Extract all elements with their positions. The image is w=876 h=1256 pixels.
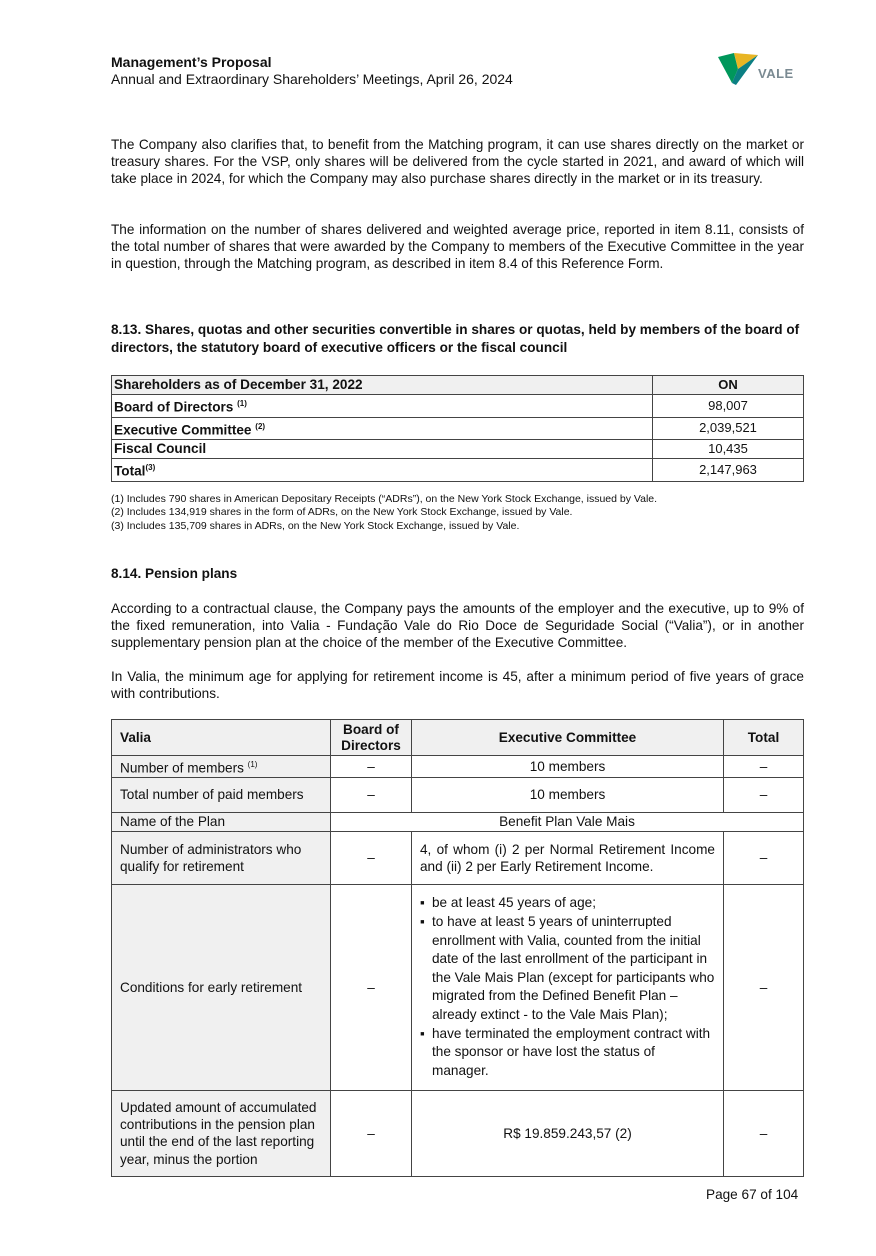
cell-board: – xyxy=(331,831,412,884)
shareholding-table xyxy=(111,375,804,482)
paragraph-shares-delivered: The information on the number of shares delivered and weighted average price, reported in item 8.11, consists of the total number of shares that were awarded by the Company to members of the Executive Committee in the year in question, through the Matching program, as described in item 8.4 of this Reference Form. xyxy=(111,222,804,272)
column-header: ON xyxy=(653,376,804,395)
row-value: 2,147,963 xyxy=(653,459,804,482)
list-item: ▪ to have at least 5 years of uninterrupted enrollment with Valia, counted from the initial date of the last enrollment of the participant in the Vale Mais Plan (except for participants who migrated from the Defined Benefit Plan – already extinct - to the Vale Mais Plan); xyxy=(432,913,715,1025)
table-row xyxy=(112,812,804,831)
footnote: (3) Includes 135,709 shares in ADRs, on the New York Stock Exchange, issued by Vale. xyxy=(111,519,520,532)
row-value: 98,007 xyxy=(653,395,804,418)
table-row xyxy=(112,756,804,778)
column-header: Executive Committee xyxy=(412,720,724,756)
table-row xyxy=(112,459,804,482)
table-row xyxy=(112,395,804,418)
section-heading-8-13: 8.13. Shares, quotas and other securities convertible in shares or quotas, held by members of the board of directors, the statutory board of executive officers or the fiscal council xyxy=(111,322,800,355)
table-row xyxy=(112,440,804,459)
cell-executive: R$ 19.859.243,57 (2) xyxy=(412,1090,724,1176)
cell-board: – xyxy=(331,1090,412,1176)
cell-executive: 4, of whom (i) 2 per Normal Retirement Income and (ii) 2 per Early Retirement Income. xyxy=(412,831,724,884)
table-row xyxy=(112,777,804,812)
row-label: Number of members $^{(1)}$ xyxy=(112,756,331,778)
table-header-row xyxy=(112,720,804,756)
vale-logo-mark xyxy=(718,53,758,87)
cell-board: – xyxy=(331,777,412,812)
pension-plan-table xyxy=(111,719,804,1177)
cell-executive xyxy=(412,884,724,1090)
cell-executive: 10 members xyxy=(412,756,724,778)
cell-board: – xyxy=(331,884,412,1090)
vale-logo xyxy=(718,53,798,87)
page-number: Page 67 of 104 xyxy=(706,1187,799,1202)
row-label: Board of Directors $^{(1)}$ xyxy=(112,395,653,418)
list-item: ▪ be at least 45 years of age; xyxy=(432,894,715,913)
table-row xyxy=(112,831,804,884)
row-label: Conditions for early retirement xyxy=(112,884,331,1090)
cell-total: – xyxy=(724,831,804,884)
row-label: Updated amount of accumulated contributions in the pension plan until the end of the last reporting year, minus the portion xyxy=(112,1090,331,1176)
table-row xyxy=(112,1090,804,1176)
footnote: (2) Includes 134,919 shares in the form of ADRs, on the New York Stock Exchange, issued by Vale. xyxy=(111,506,573,519)
cell-executive: 10 members xyxy=(412,777,724,812)
cell-total: – xyxy=(724,884,804,1090)
row-label: Number of administrators who qualify for retirement xyxy=(112,831,331,884)
cell-total: – xyxy=(724,777,804,812)
table-row xyxy=(112,884,804,1090)
header-subtitle: Annual and Extraordinary Shareholders’ Meetings, April 26, 2024 xyxy=(111,71,513,87)
logo-wordmark: VALE xyxy=(758,66,794,81)
footnote: (1) Includes 790 shares in American Depositary Receipts (“ADRs”), on the New York Stock Exchange, issued by Vale. xyxy=(111,493,658,505)
paragraph-contractual-clause: According to a contractual clause, the Company pays the amounts of the employer and the executive, up to 9% of the fixed remuneration, into Valia - Fundação Vale do Rio Doce de Seguridade Social (“Valia”), or in another supplementary pension plan at the choice of the member of the Executive Committee. xyxy=(111,601,804,651)
row-label: Name of the Plan xyxy=(112,812,331,831)
header-title: Management’s Proposal xyxy=(111,54,272,70)
row-label: Executive Committee $^{(2)}$ xyxy=(112,417,653,440)
row-label: Total$^{(3)}$ xyxy=(112,459,653,482)
column-header: Total xyxy=(724,720,804,756)
column-header: Valia xyxy=(112,720,331,756)
section-heading-8-14: 8.14. Pension plans xyxy=(111,566,238,581)
paragraph-valia-minimum-age: In Valia, the minimum age for applying for retirement income is 45, after a minimum period of five years of grace with contributions. xyxy=(111,669,804,702)
row-value: 10,435 xyxy=(653,440,804,459)
conditions-list xyxy=(420,894,715,1080)
row-value: 2,039,521 xyxy=(653,417,804,440)
document-header xyxy=(111,54,513,88)
row-label: Fiscal Council xyxy=(112,440,653,459)
column-header: Board of Directors xyxy=(331,720,412,756)
table-header-row xyxy=(112,376,804,395)
cell-total: – xyxy=(724,1090,804,1176)
cell-total: – xyxy=(724,756,804,778)
paragraph-matching-program: The Company also clarifies that, to benefit from the Matching program, it can use shares directly on the market or treasury shares. For the VSP, only shares will be delivered from the cycle started in 2021, and award of which will take place in 2024, for which the Company may also purchase shares directly in the market or in its treasury. xyxy=(111,137,804,187)
cell-plan-name: Benefit Plan Vale Mais xyxy=(331,812,804,831)
list-item: ▪ have terminated the employment contract with the sponsor or have lost the status of manager. xyxy=(432,1025,715,1081)
row-label: Total number of paid members xyxy=(112,777,331,812)
column-header: Shareholders as of December 31, 2022 xyxy=(112,376,653,395)
table-footnotes xyxy=(111,493,657,533)
table-row xyxy=(112,417,804,440)
cell-board: – xyxy=(331,756,412,778)
